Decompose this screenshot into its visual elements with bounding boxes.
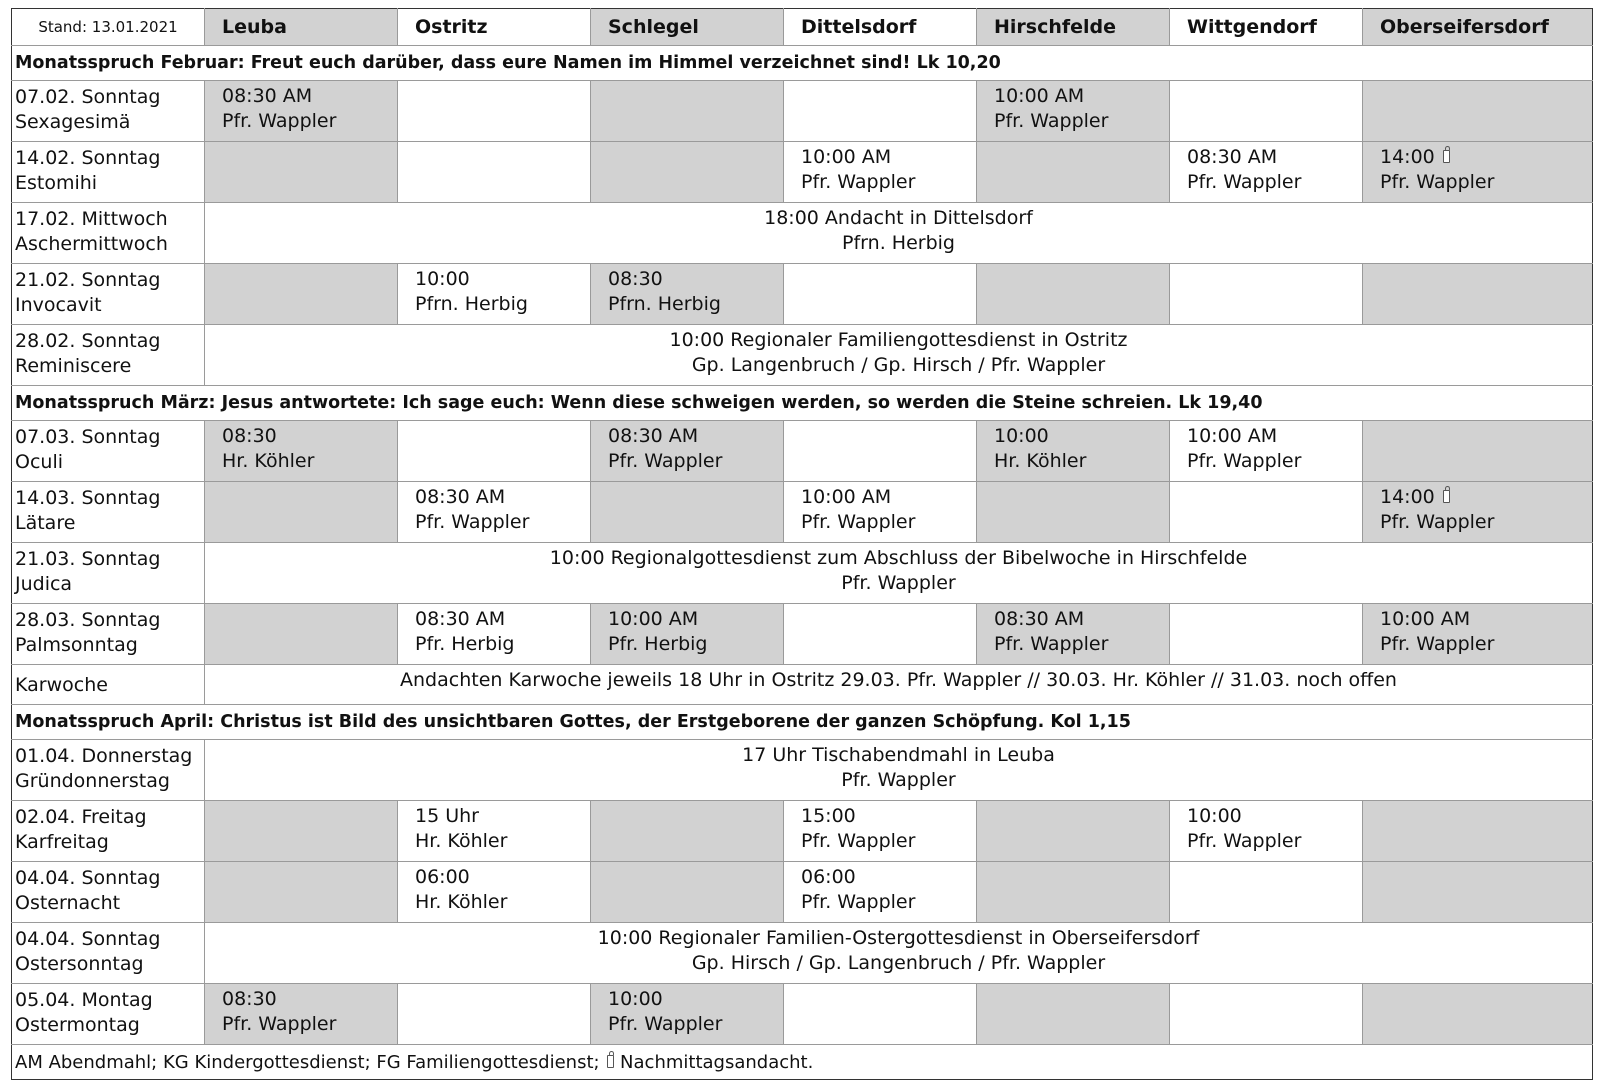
cell-dittelsdorf bbox=[784, 264, 977, 325]
date-cell bbox=[12, 325, 205, 386]
date-label: 07.02. Sonntag bbox=[15, 86, 161, 108]
date-cell bbox=[12, 923, 205, 984]
service-time: 14:00 bbox=[1380, 146, 1435, 168]
service-row bbox=[12, 142, 1593, 203]
date-label: 14.03. Sonntag bbox=[15, 487, 161, 509]
service-pastor: Hr. Köhler bbox=[415, 830, 508, 852]
cell-wittgendorf bbox=[1170, 984, 1363, 1045]
service-pastor: Pfr. Wappler bbox=[1380, 633, 1495, 655]
date-cell bbox=[12, 801, 205, 862]
regional-service-title: 17 Uhr Tischabendmahl in Leuba bbox=[742, 744, 1055, 766]
date-label: 05.04. Montag bbox=[15, 989, 153, 1011]
cell-oberseifersdorf bbox=[1363, 604, 1593, 665]
service-time: 08:30 AM bbox=[415, 608, 506, 630]
column-header-schlegel: Schlegel bbox=[591, 9, 784, 46]
service-pastor: Pfr. Wappler bbox=[1187, 450, 1302, 472]
column-header-leuba: Leuba bbox=[205, 9, 398, 46]
service-time: 10:00 AM bbox=[608, 608, 699, 630]
cell-wittgendorf bbox=[1170, 482, 1363, 543]
cell-wittgendorf bbox=[1170, 604, 1363, 665]
sunday-name: Lätare bbox=[15, 512, 76, 534]
date-cell bbox=[12, 81, 205, 142]
monatsspruch-maerz-row bbox=[12, 386, 1593, 421]
cell-ostritz bbox=[398, 604, 591, 665]
cell-wittgendorf bbox=[1170, 264, 1363, 325]
service-row bbox=[12, 421, 1593, 482]
candle-icon bbox=[1443, 150, 1450, 163]
sunday-name: Karfreitag bbox=[15, 831, 109, 853]
karwoche-row bbox=[12, 665, 1593, 705]
service-pastor: Pfr. Wappler bbox=[415, 511, 530, 533]
service-pastor: Pfrn. Herbig bbox=[608, 293, 721, 315]
sunday-name: Judica bbox=[15, 573, 73, 595]
regional-service-cell bbox=[205, 203, 1593, 264]
cell-dittelsdorf bbox=[784, 142, 977, 203]
service-pastor: Pfr. Wappler bbox=[608, 450, 723, 472]
cell-oberseifersdorf bbox=[1363, 801, 1593, 862]
column-header-wittgendorf: Wittgendorf bbox=[1170, 9, 1363, 46]
service-time: 10:00 AM bbox=[801, 486, 892, 508]
cell-leuba bbox=[205, 142, 398, 203]
cell-ostritz bbox=[398, 81, 591, 142]
stand-date: Stand: 13.01.2021 bbox=[12, 9, 205, 46]
regional-service-title: 10:00 Regionaler Familien-Ostergottesdienst in Oberseifersdorf bbox=[597, 927, 1200, 949]
service-pastor: Pfr. Wappler bbox=[1187, 830, 1302, 852]
cell-leuba bbox=[205, 862, 398, 923]
service-time: 08:30 bbox=[222, 425, 277, 447]
legend-row bbox=[12, 1045, 1593, 1080]
regional-service-pastor: Gp. Langenbruch / Gp. Hirsch / Pfr. Wappler bbox=[691, 354, 1106, 376]
legend-abbreviations: AM Abendmahl; KG Kindergottesdienst; FG Familiengottesdienst; bbox=[15, 1051, 600, 1073]
sunday-name: Osternacht bbox=[15, 892, 121, 914]
service-row bbox=[12, 604, 1593, 665]
sunday-name: Reminiscere bbox=[15, 355, 132, 377]
date-label: 21.02. Sonntag bbox=[15, 269, 161, 291]
cell-wittgendorf bbox=[1170, 421, 1363, 482]
service-pastor: Pfr. Wappler bbox=[801, 511, 916, 533]
cell-schlegel bbox=[591, 142, 784, 203]
service-time: 08:30 AM bbox=[994, 608, 1085, 630]
column-header-dittelsdorf: Dittelsdorf bbox=[784, 9, 977, 46]
cell-hirschfelde bbox=[977, 482, 1170, 543]
cell-hirschfelde bbox=[977, 801, 1170, 862]
cell-hirschfelde bbox=[977, 421, 1170, 482]
cell-hirschfelde bbox=[977, 604, 1170, 665]
regional-service-cell bbox=[205, 740, 1593, 801]
date-label: 28.03. Sonntag bbox=[15, 609, 161, 631]
regional-service-title: 10:00 Regionaler Familiengottesdienst in Ostritz bbox=[669, 329, 1128, 351]
cell-hirschfelde bbox=[977, 142, 1170, 203]
cell-schlegel bbox=[591, 801, 784, 862]
regional-service-title: 18:00 Andacht in Dittelsdorf bbox=[764, 207, 1033, 229]
candle-icon bbox=[607, 1055, 614, 1068]
cell-dittelsdorf bbox=[784, 482, 977, 543]
service-pastor: Hr. Köhler bbox=[222, 450, 315, 472]
service-row bbox=[12, 325, 1593, 386]
cell-oberseifersdorf bbox=[1363, 984, 1593, 1045]
cell-dittelsdorf bbox=[784, 862, 977, 923]
cell-schlegel bbox=[591, 604, 784, 665]
cell-oberseifersdorf bbox=[1363, 862, 1593, 923]
cell-schlegel bbox=[591, 81, 784, 142]
cell-ostritz bbox=[398, 421, 591, 482]
cell-dittelsdorf bbox=[784, 81, 977, 142]
cell-oberseifersdorf bbox=[1363, 142, 1593, 203]
service-row bbox=[12, 81, 1593, 142]
service-pastor: Pfr. Wappler bbox=[801, 891, 916, 913]
monatsspruch-februar: Monatsspruch Februar: Freut euch darüber, dass eure Namen im Himmel verzeichnet sind! Lk 10,20 bbox=[12, 46, 1593, 81]
sunday-name: Sexagesimä bbox=[15, 111, 131, 133]
cell-hirschfelde bbox=[977, 984, 1170, 1045]
service-time: 10:00 AM bbox=[1187, 425, 1278, 447]
cell-schlegel bbox=[591, 862, 784, 923]
date-label: 04.04. Sonntag bbox=[15, 928, 161, 950]
service-pastor: Pfr. Wappler bbox=[994, 110, 1109, 132]
date-cell bbox=[12, 421, 205, 482]
service-row bbox=[12, 482, 1593, 543]
cell-hirschfelde bbox=[977, 264, 1170, 325]
service-time: 10:00 bbox=[1187, 805, 1242, 827]
service-row bbox=[12, 740, 1593, 801]
regional-service-cell bbox=[205, 543, 1593, 604]
cell-schlegel bbox=[591, 984, 784, 1045]
column-header-hirschfelde: Hirschfelde bbox=[977, 9, 1170, 46]
service-pastor: Pfrn. Herbig bbox=[415, 293, 528, 315]
cell-leuba bbox=[205, 604, 398, 665]
service-time: 10:00 bbox=[415, 268, 470, 290]
cell-oberseifersdorf bbox=[1363, 482, 1593, 543]
date-cell bbox=[12, 543, 205, 604]
service-pastor: Hr. Köhler bbox=[994, 450, 1087, 472]
legend-candle-label: Nachmittagsandacht. bbox=[620, 1051, 814, 1073]
service-row bbox=[12, 984, 1593, 1045]
regional-service-pastor: Pfrn. Herbig bbox=[842, 232, 955, 254]
date-cell bbox=[12, 482, 205, 543]
service-row bbox=[12, 203, 1593, 264]
cell-leuba bbox=[205, 482, 398, 543]
service-time: 08:30 AM bbox=[415, 486, 506, 508]
cell-oberseifersdorf bbox=[1363, 421, 1593, 482]
cell-schlegel bbox=[591, 264, 784, 325]
karwoche-label: Karwoche bbox=[12, 665, 205, 705]
sunday-name: Palmsonntag bbox=[15, 634, 138, 656]
cell-ostritz bbox=[398, 862, 591, 923]
service-pastor: Hr. Köhler bbox=[415, 891, 508, 913]
service-pastor: Pfr. Wappler bbox=[608, 1013, 723, 1035]
cell-leuba bbox=[205, 264, 398, 325]
service-time: 15 Uhr bbox=[415, 805, 479, 827]
service-pastor: Pfr. Wappler bbox=[1380, 171, 1495, 193]
cell-dittelsdorf bbox=[784, 421, 977, 482]
service-time: 08:30 AM bbox=[1187, 146, 1278, 168]
date-label: 17.02. Mittwoch bbox=[15, 208, 168, 230]
monatsspruch-februar-row bbox=[12, 46, 1593, 81]
service-pastor: Pfr. Herbig bbox=[415, 633, 515, 655]
cell-wittgendorf bbox=[1170, 81, 1363, 142]
date-label: 28.02. Sonntag bbox=[15, 330, 161, 352]
service-pastor: Pfr. Wappler bbox=[801, 171, 916, 193]
date-cell bbox=[12, 264, 205, 325]
cell-ostritz bbox=[398, 801, 591, 862]
service-pastor: Pfr. Wappler bbox=[994, 633, 1109, 655]
monatsspruch-april: Monatsspruch April: Christus ist Bild des unsichtbaren Gottes, der Erstgeborene der ganzen Schöpfung. Kol 1,15 bbox=[12, 705, 1593, 740]
service-time: 10:00 bbox=[608, 988, 663, 1010]
regional-service-pastor: Gp. Hirsch / Gp. Langenbruch / Pfr. Wappler bbox=[691, 952, 1106, 974]
regional-service-cell bbox=[205, 923, 1593, 984]
date-cell bbox=[12, 740, 205, 801]
service-time: 10:00 AM bbox=[994, 85, 1085, 107]
service-row bbox=[12, 862, 1593, 923]
date-label: 07.03. Sonntag bbox=[15, 426, 161, 448]
cell-dittelsdorf bbox=[784, 984, 977, 1045]
column-header-oberseifersdorf: Oberseifersdorf bbox=[1363, 9, 1593, 46]
service-pastor: Pfr. Herbig bbox=[608, 633, 708, 655]
cell-dittelsdorf bbox=[784, 604, 977, 665]
date-label: 04.04. Sonntag bbox=[15, 867, 161, 889]
cell-oberseifersdorf bbox=[1363, 264, 1593, 325]
service-pastor: Pfr. Wappler bbox=[1187, 171, 1302, 193]
cell-hirschfelde bbox=[977, 81, 1170, 142]
service-time: 08:30 AM bbox=[222, 85, 313, 107]
date-cell bbox=[12, 142, 205, 203]
date-label: 14.02. Sonntag bbox=[15, 147, 161, 169]
service-time: 06:00 bbox=[415, 866, 470, 888]
sunday-name: Oculi bbox=[15, 451, 64, 473]
column-header-ostritz: Ostritz bbox=[398, 9, 591, 46]
service-pastor: Pfr. Wappler bbox=[222, 110, 337, 132]
service-row bbox=[12, 923, 1593, 984]
cell-leuba bbox=[205, 801, 398, 862]
date-cell bbox=[12, 984, 205, 1045]
regional-service-pastor: Pfr. Wappler bbox=[841, 769, 956, 791]
service-time: 06:00 bbox=[801, 866, 856, 888]
sunday-name: Aschermittwoch bbox=[15, 233, 168, 255]
service-time: 08:30 bbox=[222, 988, 277, 1010]
sunday-name: Estomihi bbox=[15, 172, 98, 194]
cell-wittgendorf bbox=[1170, 142, 1363, 203]
cell-hirschfelde bbox=[977, 862, 1170, 923]
cell-wittgendorf bbox=[1170, 801, 1363, 862]
service-time: 08:30 bbox=[608, 268, 663, 290]
service-time: 14:00 bbox=[1380, 486, 1435, 508]
service-time: 15:00 bbox=[801, 805, 856, 827]
monatsspruch-april-row bbox=[12, 705, 1593, 740]
regional-service-cell bbox=[205, 325, 1593, 386]
cell-leuba bbox=[205, 81, 398, 142]
monatsspruch-maerz: Monatsspruch März: Jesus antwortete: Ich sage euch: Wenn diese schweigen werden, so werden die Steine schreien. Lk 19,40 bbox=[12, 386, 1593, 421]
date-cell bbox=[12, 862, 205, 923]
cell-wittgendorf bbox=[1170, 862, 1363, 923]
legend bbox=[12, 1045, 1593, 1080]
sunday-name: Invocavit bbox=[15, 294, 102, 316]
cell-leuba bbox=[205, 421, 398, 482]
gottesdienstplan-table bbox=[11, 8, 1593, 1080]
service-time: 10:00 bbox=[994, 425, 1049, 447]
service-row bbox=[12, 801, 1593, 862]
sunday-name: Gründonnerstag bbox=[15, 770, 170, 792]
date-cell bbox=[12, 604, 205, 665]
cell-leuba bbox=[205, 984, 398, 1045]
cell-ostritz bbox=[398, 984, 591, 1045]
regional-service-title: 10:00 Regionalgottesdienst zum Abschluss der Bibelwoche in Hirschfelde bbox=[549, 547, 1248, 569]
cell-dittelsdorf bbox=[784, 801, 977, 862]
cell-ostritz bbox=[398, 264, 591, 325]
karwoche-text: Andachten Karwoche jeweils 18 Uhr in Ostritz 29.03. Pfr. Wappler // 30.03. Hr. Köhler // 31.03. noch offen bbox=[205, 665, 1593, 705]
date-cell bbox=[12, 203, 205, 264]
date-label: 02.04. Freitag bbox=[15, 806, 147, 828]
header-row bbox=[12, 9, 1593, 46]
regional-service-pastor: Pfr. Wappler bbox=[841, 572, 956, 594]
service-row bbox=[12, 543, 1593, 604]
cell-schlegel bbox=[591, 482, 784, 543]
service-time: 10:00 AM bbox=[1380, 608, 1471, 630]
sunday-name: Ostersonntag bbox=[15, 953, 144, 975]
service-time: 10:00 AM bbox=[801, 146, 892, 168]
service-time: 08:30 AM bbox=[608, 425, 699, 447]
service-pastor: Pfr. Wappler bbox=[801, 830, 916, 852]
service-pastor: Pfr. Wappler bbox=[222, 1013, 337, 1035]
cell-ostritz bbox=[398, 482, 591, 543]
cell-ostritz bbox=[398, 142, 591, 203]
service-row bbox=[12, 264, 1593, 325]
cell-schlegel bbox=[591, 421, 784, 482]
cell-oberseifersdorf bbox=[1363, 81, 1593, 142]
sunday-name: Ostermontag bbox=[15, 1014, 140, 1036]
service-pastor: Pfr. Wappler bbox=[1380, 511, 1495, 533]
date-label: 01.04. Donnerstag bbox=[15, 745, 193, 767]
date-label: 21.03. Sonntag bbox=[15, 548, 161, 570]
candle-icon bbox=[1443, 490, 1450, 503]
